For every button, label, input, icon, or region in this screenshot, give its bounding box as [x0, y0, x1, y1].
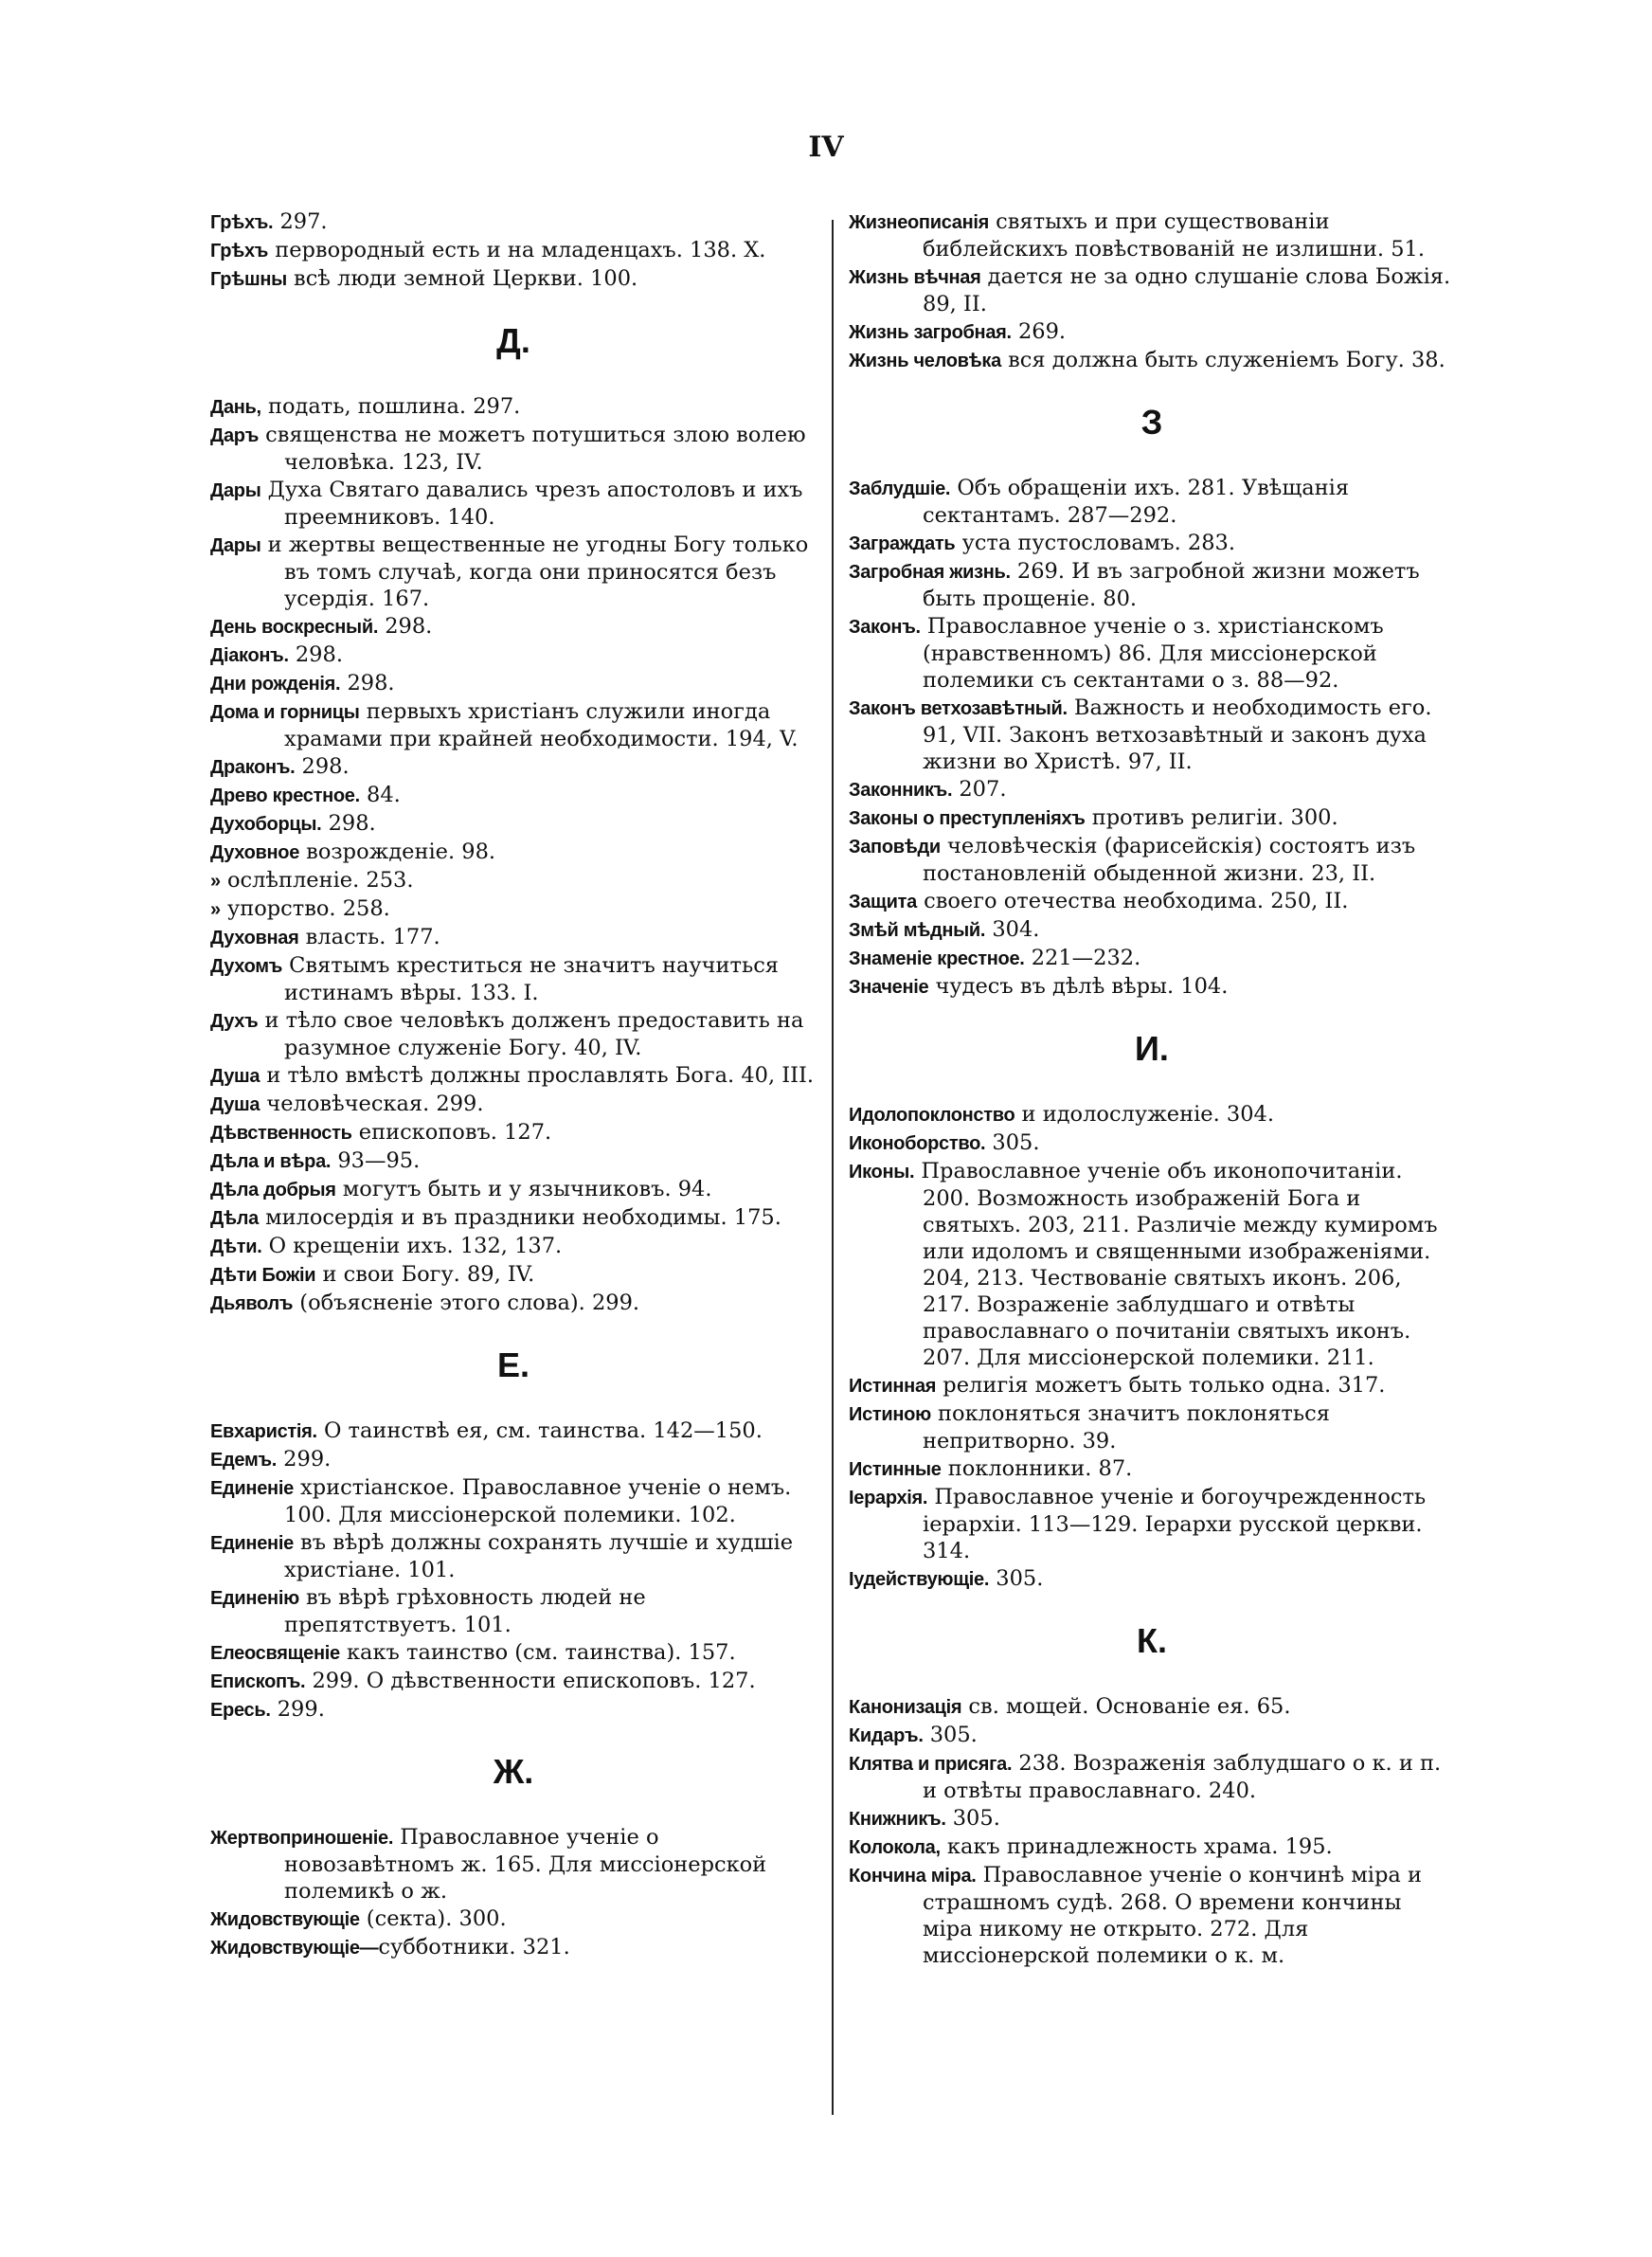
entry-text: какъ таинство (см. таинства). 157. — [339, 1640, 736, 1665]
entry-headword: Заповѣди — [849, 837, 941, 858]
entry-headword: Душа — [210, 1066, 260, 1087]
entry-text: священства не можетъ потушиться злою волею человѣка. 123, IV. — [258, 423, 806, 475]
entry-text: и жертвы вещественные не угодны Богу только въ томъ случаѣ, когда они приносятся безъ усердія. 167. — [260, 533, 809, 611]
entry-text: 305. — [989, 1566, 1044, 1591]
page-number: IV — [808, 131, 844, 164]
entry-text: Православное ученіе о новозавѣтномъ ж. 165. Для миссіонерской полемикѣ о ж. — [284, 1825, 767, 1904]
entry-text: подать, пошлина. 297. — [260, 394, 521, 419]
entry-headword: Духовная — [210, 928, 299, 948]
entry-text: первородный есть и на младенцахъ. 138. X. — [268, 238, 766, 262]
index-entry — [210, 952, 817, 1006]
index-entry — [210, 1696, 817, 1724]
right-column — [849, 208, 1455, 1970]
section-letter: Е. — [496, 1345, 530, 1384]
entry-text: Духа Святаго давались чрезъ апостоловъ и ихъ преемниковъ. 140. — [260, 478, 803, 530]
index-entry — [849, 804, 1455, 832]
entry-text: власть. 177. — [298, 925, 440, 949]
entry-text: уста пустословамъ. 283. — [955, 531, 1235, 555]
entry-text: 299. — [277, 1447, 332, 1472]
index-entry — [210, 1824, 817, 1905]
entry-headword: Единенію — [210, 1588, 299, 1609]
entry-headword: Грѣхъ — [210, 241, 269, 262]
entry-text: 269. И въ загробной жизни можетъ быть прощеніе. 80. — [923, 559, 1420, 611]
entry-headword: Заграждать — [849, 533, 956, 554]
index-entry — [210, 1119, 817, 1147]
entry-text: св. мощей. Основаніе ея. 65. — [961, 1694, 1291, 1719]
entry-headword: Кончина міра. — [849, 1866, 977, 1887]
entry-headword: Дары — [210, 535, 261, 556]
entry-headword: Загробная жизнь. — [849, 562, 1011, 583]
index-entry — [849, 263, 1455, 317]
entry-text: своего отечества необходима. 250, II. — [916, 889, 1349, 913]
entry-headword: Дни рожденія. — [210, 674, 341, 695]
index-entry — [210, 1668, 817, 1695]
index-entry — [849, 208, 1455, 262]
index-entry — [849, 475, 1455, 529]
entry-headword: Дѣти Божіи — [210, 1265, 316, 1286]
entry-text: Важность и необходимость его. 91, VII. Законъ ветхозавѣтный и законъ духа жизни во Христѣ. 97, II. — [923, 695, 1432, 774]
index-entry — [849, 833, 1455, 887]
index-entry — [210, 1176, 817, 1203]
index-entry — [849, 347, 1455, 374]
entry-text: Православное ученіе объ иконопочитаніи. 200. Возможность изображеній Бога и святыхъ. 203, 211. Различіе между кумиромъ или идоломъ и священными изображеніями. 204, 213. Чествованіе святыхъ иконъ. 206, 217. Возраженіе заблудшаго и отвѣты православнаго о почитаніи святыхъ иконъ. 207. Для миссіонерской полемики. 211. — [914, 1159, 1438, 1370]
entry-text: святыхъ и при существованіи библейскихъ повѣствованій не излишни. 51. — [923, 209, 1425, 262]
entry-headword: Духоборцы. — [210, 814, 322, 835]
index-entry — [210, 698, 817, 752]
entry-text: (объясненіе этого слова). 299. — [293, 1291, 640, 1315]
section-letter: З — [1140, 403, 1163, 442]
index-entry — [210, 924, 817, 951]
entry-headword: Духомъ — [210, 956, 283, 977]
index-entry — [210, 1529, 817, 1583]
index-entry — [210, 1584, 817, 1638]
entry-text: О таинствѣ ея, см. таинства. 142—150. — [316, 1418, 763, 1443]
entry-headword: Дань, — [210, 397, 261, 418]
entry-text: 298. — [295, 754, 350, 779]
entry-text: милосердія и въ праздники необходимы. 175. — [258, 1205, 781, 1230]
entry-headword: Змѣй мѣдный. — [849, 920, 986, 941]
entry-headword: Іерархія. — [849, 1488, 928, 1508]
entry-text: чудесъ въ дѣлѣ вѣры. 104. — [928, 974, 1229, 999]
entry-headword: Грѣшны — [210, 269, 287, 290]
entry-text: и тѣло вмѣстѣ должны прославлять Бога. 40, III. — [260, 1063, 815, 1088]
entry-headword: Законы о преступленіяхъ — [849, 808, 1086, 829]
index-entry — [849, 1750, 1455, 1804]
entry-headword: Дѣвственность — [210, 1123, 352, 1144]
index-entry — [210, 265, 817, 293]
entry-text: Православное ученіе и богоучрежденность іерархіи. 113—129. Іерархи русской церкви. 314. — [923, 1485, 1427, 1563]
index-entry — [849, 1722, 1455, 1749]
index-entry — [849, 888, 1455, 915]
entry-headword: Дѣла — [210, 1208, 259, 1229]
index-entry — [210, 422, 817, 476]
entry-text: въ вѣрѣ грѣховность людей не препятствуетъ. 101. — [284, 1585, 646, 1637]
index-entry — [210, 1290, 817, 1317]
entry-text: 84. — [359, 783, 401, 807]
index-entry — [210, 1934, 817, 1961]
index-entry — [849, 973, 1455, 1001]
entry-headword: Даръ — [210, 425, 259, 446]
entry-text: христіанское. Православное ученіе о немъ. 100. Для миссіонерской полемики. 102. — [284, 1475, 792, 1527]
entry-text: 221—232. — [1024, 946, 1141, 970]
entry-headword: Колокола, — [849, 1837, 941, 1858]
entry-headword: Діаконъ. — [210, 645, 289, 666]
entry-text: 298. — [288, 642, 343, 667]
entry-text: 238. Возраженія заблудшаго о к. и п. и отвѣты православнаго. 240. — [923, 1751, 1442, 1803]
index-entry — [849, 558, 1455, 612]
index-entry — [210, 1474, 817, 1528]
entry-text: 269. — [1011, 319, 1067, 344]
index-entry — [210, 782, 817, 809]
entry-headword: Дьяволъ — [210, 1293, 294, 1314]
entry-headword: Дѣла добрыя — [210, 1180, 336, 1201]
entry-text: 305. — [923, 1723, 978, 1747]
index-entry — [849, 1129, 1455, 1157]
index-entry — [849, 1101, 1455, 1128]
entry-headword: Иконы. — [849, 1162, 915, 1183]
index-entry — [210, 532, 817, 612]
index-entry — [849, 916, 1455, 944]
entry-headword: Дома и горницы — [210, 702, 360, 723]
index-entry — [210, 867, 817, 894]
entry-headword: Истинная — [849, 1376, 937, 1397]
entry-headword: Драконъ. — [210, 757, 296, 778]
index-entry — [849, 530, 1455, 557]
entry-text: поклонники. 87. — [941, 1456, 1133, 1481]
left-column — [210, 208, 817, 1962]
entry-headword: Знаменіе крестное. — [849, 948, 1025, 969]
entry-headword: Идолопоклонство — [849, 1105, 1015, 1126]
entry-headword: Книжникъ. — [849, 1809, 946, 1830]
entry-text: первыхъ христіанъ служили иногда храмами при крайней необходимости. 194, V. — [284, 699, 799, 751]
index-entry — [849, 1400, 1455, 1454]
entry-text: Православное ученіе о кончинѣ міра и страшномъ судѣ. 268. О времени кончины міра никому не открыто. 272. Для миссіонерской полемики о к. м. — [923, 1863, 1422, 1968]
section-letter: К. — [1137, 1621, 1167, 1660]
entry-headword: Канонизація — [849, 1697, 962, 1718]
entry-text: субботники. 321. — [378, 1935, 570, 1959]
entry-text: 93—95. — [331, 1148, 421, 1173]
entry-text: какъ принадлежность храма. 195. — [940, 1834, 1333, 1859]
index-entry — [849, 318, 1455, 346]
entry-text: 305. — [985, 1130, 1040, 1155]
index-entry — [210, 810, 817, 838]
entry-headword: Жизнеописанія — [849, 212, 990, 233]
entry-headword: Жизнь загробная. — [849, 322, 1012, 343]
entry-text: упорство. 258. — [220, 896, 390, 921]
entry-text: Православное ученіе о з. христіанскомъ (нравственномъ) 86. Для миссіонерской полемики съ сектантами о з. 88—92. — [920, 614, 1384, 693]
index-entry — [210, 1007, 817, 1061]
index-entry — [210, 393, 817, 421]
entry-text: 305. — [945, 1806, 1000, 1831]
index-entry — [849, 1805, 1455, 1833]
entry-headword: Заблудшіе. — [849, 478, 951, 499]
index-entry — [210, 1417, 817, 1445]
index-entry — [849, 945, 1455, 972]
entry-text: Святымъ креститься не значитъ научиться истинамъ вѣры. 133. I. — [282, 953, 779, 1005]
entry-headword: Епископъ. — [210, 1671, 306, 1692]
index-entry — [210, 1233, 817, 1260]
index-entry — [210, 670, 817, 697]
entry-text: 298. — [378, 614, 433, 639]
entry-headword: Законникъ. — [849, 780, 953, 801]
entry-headword: Защита — [849, 892, 917, 912]
index-entry — [210, 839, 817, 866]
entry-headword: Истиною — [849, 1404, 931, 1425]
entry-headword: Іудействующіе. — [849, 1569, 990, 1590]
entry-headword: Дары — [210, 480, 261, 501]
entry-headword: Ересь. — [210, 1700, 271, 1721]
index-entry — [849, 1565, 1455, 1593]
entry-headword: Единеніе — [210, 1533, 294, 1554]
entry-text: 299. — [270, 1697, 325, 1722]
entry-headword: Душа — [210, 1094, 260, 1115]
index-entry — [849, 1862, 1455, 1969]
entry-text: противъ религіи. 300. — [1085, 805, 1338, 830]
entry-text: и идолослуженіе. 304. — [1015, 1102, 1274, 1127]
entry-headword: Клятва и присяга. — [849, 1754, 1013, 1775]
section-letter: Д. — [496, 321, 530, 360]
entry-text: могутъ быть и у язычниковъ. 94. — [335, 1177, 712, 1201]
entry-headword: Жизнь вѣчная — [849, 267, 981, 288]
entry-text: 298. — [340, 671, 395, 695]
index-entry — [210, 477, 817, 531]
index-entry — [849, 1833, 1455, 1861]
index-entry — [210, 1091, 817, 1118]
entry-text: (секта). 300. — [359, 1906, 507, 1931]
entry-headword: Грѣхъ. — [210, 212, 274, 233]
index-entry — [210, 1446, 817, 1473]
index-entry — [849, 776, 1455, 803]
entry-headword: Жизнь человѣка — [849, 351, 1001, 371]
entry-text: ослѣпленіе. 253. — [220, 868, 414, 893]
index-entry — [849, 1693, 1455, 1721]
entry-text: и тѣло свое человѣкъ долженъ предоставить на разумное служеніе Богу. 40, IV. — [258, 1008, 804, 1060]
index-entry — [210, 641, 817, 669]
entry-headword: Дѣла и вѣра. — [210, 1151, 332, 1172]
section-letter: Ж. — [493, 1752, 534, 1791]
entry-text: О крещеніи ихъ. 132, 137. — [261, 1234, 563, 1258]
entry-text: 299. О дѣвственности епископовъ. 127. — [305, 1669, 756, 1693]
entry-headword: Жидовствующіе — [210, 1909, 360, 1930]
index-entry — [849, 1455, 1455, 1483]
entry-text: 207. — [952, 777, 1007, 802]
entry-text: 297. — [273, 209, 328, 234]
entry-text: всѣ люди земной Церкви. 100. — [286, 266, 638, 291]
entry-headword: Духъ — [210, 1011, 259, 1032]
index-entry — [849, 613, 1455, 694]
entry-text: возрожденіе. 98. — [299, 840, 496, 864]
index-entry — [210, 1062, 817, 1090]
index-entry — [849, 695, 1455, 775]
entry-text: человѣческая. 299. — [260, 1092, 484, 1116]
index-entry — [210, 1639, 817, 1667]
entry-text: 304. — [985, 917, 1040, 942]
entry-headword: День воскресный. — [210, 617, 379, 638]
index-entry — [210, 895, 817, 923]
entry-text: дается не за одно слушаніе слова Божія. 89, II. — [923, 264, 1451, 316]
entry-headword: » — [210, 899, 221, 920]
entry-text: и свои Богу. 89, IV. — [315, 1262, 535, 1287]
entry-headword: Жертвоприношеніе. — [210, 1828, 394, 1849]
entry-text: въ вѣрѣ должны сохранять лучшіе и худшіе христіане. 101. — [284, 1530, 794, 1582]
entry-text: человѣческія (фарисейскія) состоятъ изъ постановленій обыденной жизни. 23, II. — [923, 834, 1416, 886]
column-divider — [832, 220, 834, 2115]
entry-headword: Елеосвященіе — [210, 1643, 340, 1664]
index-entry — [210, 613, 817, 641]
index-entry — [210, 1261, 817, 1289]
entry-text: поклоняться значитъ поклоняться непритворно. 39. — [923, 1401, 1330, 1454]
index-entry — [210, 1905, 817, 1933]
entry-headword: Едемъ. — [210, 1450, 278, 1471]
entry-headword: Единеніе — [210, 1478, 294, 1499]
entry-text: 298. — [321, 811, 376, 836]
entry-headword: Истинные — [849, 1459, 942, 1480]
index-entry — [210, 1204, 817, 1232]
entry-headword: Законъ ветхозавѣтный. — [849, 698, 1068, 719]
entry-text: епископовъ. 127. — [351, 1120, 552, 1145]
entry-headword: Евхаристія. — [210, 1421, 317, 1442]
entry-headword: Жидовствующіе— — [210, 1938, 379, 1959]
index-entry — [849, 1484, 1455, 1564]
entry-text: вся должна быть служеніемъ Богу. 38. — [1000, 348, 1446, 372]
entry-headword: Законъ. — [849, 617, 921, 638]
index-entry — [210, 753, 817, 781]
entry-headword: » — [210, 871, 221, 892]
index-entry — [210, 208, 817, 236]
entry-headword: Кидаръ. — [849, 1725, 924, 1746]
index-entry — [849, 1372, 1455, 1399]
section-letter: И. — [1135, 1029, 1169, 1068]
entry-headword: Дѣти. — [210, 1237, 262, 1257]
entry-headword: Значеніе — [849, 977, 929, 998]
entry-headword: Иконоборство. — [849, 1133, 986, 1154]
entry-headword: Духовное — [210, 842, 300, 863]
index-entry — [849, 1158, 1455, 1371]
entry-headword: Древо крестное. — [210, 785, 360, 806]
index-entry — [210, 1147, 817, 1175]
index-entry — [210, 237, 817, 264]
entry-text: Объ обращеніи ихъ. 281. Увѣщанія сектантамъ. 287—292. — [923, 476, 1350, 528]
entry-text: религія можетъ быть только одна. 317. — [936, 1373, 1386, 1398]
